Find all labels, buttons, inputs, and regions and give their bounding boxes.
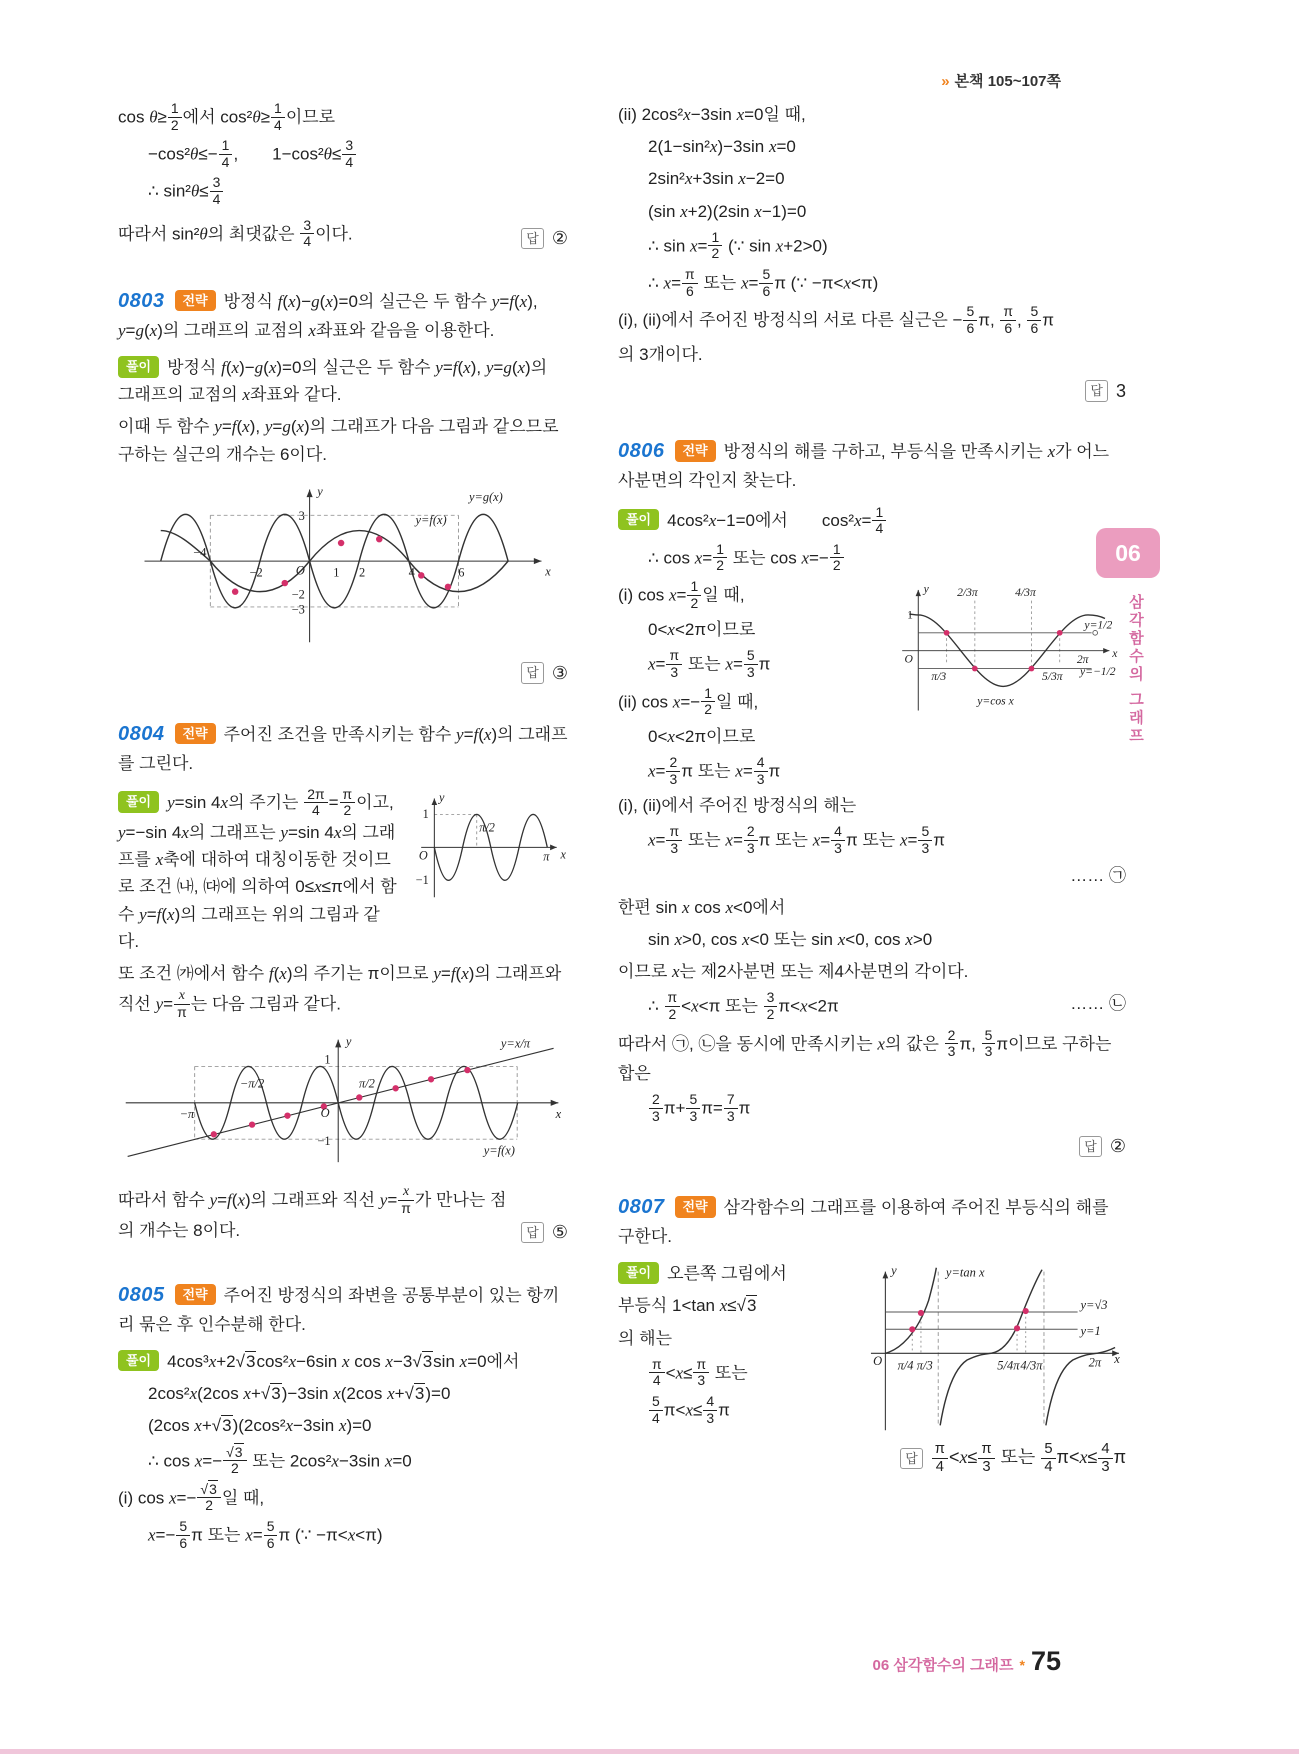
- math-line: (i) cos x= $\frac{1}{2}$ 일 때,: [618, 578, 745, 611]
- origin-label: O: [873, 1354, 883, 1369]
- curve-label: y=f(x): [415, 512, 447, 527]
- answer-label: 답: [1085, 380, 1108, 402]
- answer-value: ⑤: [551, 1221, 568, 1242]
- conclusion-row: [118, 1178, 568, 1248]
- tick-label: −3: [291, 602, 305, 617]
- problem-0806: [618, 435, 1126, 1161]
- line-label: y=√3: [1080, 1298, 1108, 1313]
- strategy-text: 주어진 방정식의 좌변을 공통부분이 있는 항끼리 묶은 후 인수분해 한다.: [118, 1285, 560, 1334]
- math-line: ∴ $\frac{\pi}{2}$ <x<π 또는 $\frac{3}{2}$ π<x<2π …… ㉡: [648, 989, 1126, 1023]
- solution: [118, 787, 568, 1249]
- math-line: 2cos²x(2cos x+√3)−3sin x(2cos x+√3)=0: [148, 1384, 451, 1404]
- math-line: sin x>0, cos x<0 또는 sin x<0, cos x>0: [648, 930, 933, 950]
- math-line: (ii) 2cos²x−3sin x=0일 때,: [618, 105, 806, 124]
- solution-text: 방정식 f(x)−g(x)=0의 실근은 두 함수 y=f(x), y=g(x)의 그래프의 교점의 x좌표와 같다.: [118, 358, 548, 405]
- solution-intro: [118, 1348, 568, 1375]
- tick-label: π/3: [931, 670, 947, 684]
- math-line: 의 해는: [618, 1328, 672, 1348]
- solution-badge: 풀이: [118, 791, 159, 813]
- math-line: (i), (ii)에서 주어진 방정식의 해는: [618, 796, 857, 816]
- answer-label: 답: [521, 662, 544, 684]
- left-column: [118, 96, 568, 1556]
- math-line: 또 조건 ㈎에서 함수 f(x)의 주기는 π이므로 y=f(x)의 그래프와 직선 y= $\frac{x}{\pi}$ 는 다음 그림과 같다.: [118, 963, 562, 1020]
- graph-0806: [891, 581, 1126, 715]
- problem-header: [118, 285, 568, 344]
- solution-lines: [118, 1380, 568, 1551]
- curve-label: y=1/2: [1084, 618, 1113, 632]
- answer: [521, 224, 568, 253]
- figure-0804: [118, 1032, 568, 1166]
- answer-value: 3: [1115, 380, 1126, 401]
- y-axis-arrow: [335, 1040, 341, 1048]
- chapter-tab-label: 삼각함수의 그래프: [1127, 594, 1144, 746]
- answer: [618, 377, 1126, 406]
- tick-label: 2π: [1088, 1356, 1102, 1371]
- tick-label: 1: [422, 807, 429, 822]
- curve-label: y=−1/2: [1079, 664, 1116, 678]
- axis-label: x: [555, 1107, 562, 1122]
- tick-label: π/3: [916, 1358, 933, 1373]
- guide-lines: [912, 1312, 1025, 1353]
- guide-lines: [947, 601, 1060, 669]
- tick-label: 4: [408, 565, 415, 580]
- tick-label: 1: [907, 608, 913, 622]
- math-line: x= $\frac{\pi}{3}$ 또는 x= $\frac{2}{3}$ π 또는 x= $\frac{4}{3}$ π 또는 x= $\frac{5}{3}$ π: [648, 823, 945, 857]
- y-axis-arrow: [916, 590, 921, 596]
- x-axis-arrow: [534, 558, 542, 564]
- math-line: 따라서 sin²θ의 최댓값은 $\frac{3}{4}$ 이다.: [118, 216, 353, 250]
- math-line: 2(1−sin²x)−3sin x=0: [648, 137, 796, 157]
- tick-label: 1: [333, 565, 340, 580]
- problem-0807: [618, 1191, 1126, 1475]
- axis-label: y: [891, 1263, 897, 1278]
- tick-label: 6: [458, 565, 465, 580]
- problem-number: 0807: [618, 1196, 665, 1219]
- problem-number: 0805: [118, 1283, 165, 1306]
- y-axis-arrow: [307, 489, 313, 497]
- axis-label: x: [560, 847, 566, 862]
- curve-label: y=tan x: [945, 1265, 985, 1280]
- ref-text: 본책 105~107쪽: [954, 73, 1061, 90]
- problem-number: 0804: [118, 722, 165, 745]
- answer: [618, 1441, 1126, 1475]
- solution-lines: [118, 101, 568, 208]
- page-footer: [873, 1646, 1061, 1677]
- math-line: 2sin²x+3sin x−2=0: [648, 169, 785, 189]
- problem-number: 0803: [118, 289, 165, 312]
- math-line: $\frac{2}{3}$ π+ $\frac{5}{3}$ π= $\frac{7}{3}$ π: [648, 1092, 1126, 1124]
- tick-label: 2: [358, 565, 366, 580]
- math-line: (i) cos x=− $\frac{√3}{2}$ 일 때,: [118, 1480, 265, 1514]
- strategy-badge: 전략: [175, 290, 216, 312]
- tick-label: π: [543, 849, 550, 864]
- solution: [118, 354, 568, 688]
- math-line: (ii) cos x=− $\frac{1}{2}$ 일 때,: [618, 684, 759, 718]
- math-line: 따라서 함수 y=f(x)의 그래프와 직선 y= $\frac{x}{\pi}$ 가 만나는 점의 개수는 8이다.: [118, 1184, 507, 1240]
- math-line: ∴ sin x= $\frac{1}{2}$ (∵ sin x+2>0): [648, 228, 828, 262]
- tick-label: π/2: [358, 1076, 375, 1091]
- answer: [618, 1132, 1126, 1161]
- math-line: ∴ x= $\frac{\pi}{6}$ 또는 x= $\frac{5}{6}$ π (∵ −π<x<π): [648, 265, 879, 299]
- math-line: $\frac{5}{4}$ π<x≤ $\frac{4}{3}$ π: [648, 1394, 1126, 1426]
- problem-0805-continued: [618, 101, 1126, 405]
- axis-label: x: [545, 564, 551, 579]
- math-line: x= $\frac{\pi}{3}$ 또는 x= $\frac{5}{3}$ π: [648, 647, 771, 681]
- graph-0807: [861, 1262, 1126, 1435]
- strategy-badge: 전략: [175, 1284, 216, 1306]
- tick-label: 2π: [1076, 653, 1089, 667]
- tick-label: 5/3π: [1041, 670, 1063, 684]
- strategy-text: 삼각함수의 그래프를 이용하여 주어진 부등식의 해를 구한다.: [618, 1198, 1109, 1247]
- answer-value: ②: [551, 228, 568, 249]
- tick-label: −π/2: [239, 1076, 265, 1091]
- math-line: ∴ cos x=− $\frac{√3}{2}$ 또는 2cos²x−3sin x=0: [148, 1443, 412, 1477]
- graph-0804-small: [408, 789, 568, 902]
- math-line: $\frac{\pi}{4}$ <x≤ $\frac{\pi}{3}$ 또는: [648, 1357, 1126, 1389]
- math-line: 한편 sin x cos x<0에서: [618, 897, 786, 917]
- x-axis-arrow: [1103, 648, 1109, 653]
- solution: [618, 505, 1126, 1161]
- tick-label: 5/4π: [997, 1358, 1020, 1373]
- solution-lines: [618, 101, 1126, 369]
- solution: [118, 1348, 568, 1551]
- curve-label: y=x/π: [500, 1036, 531, 1051]
- origin-label: O: [904, 652, 913, 666]
- tick-label: −4: [193, 545, 207, 560]
- chevrons-icon: »: [941, 73, 950, 90]
- math-line: 부등식 1<tan x≤√3: [618, 1296, 757, 1316]
- problem-header: [618, 435, 1126, 494]
- guide-lines: [434, 814, 476, 847]
- math-line: 따라서 ㉠, ㉡을 동시에 만족시키는 x의 값은 $\frac{2}{3}$ π, $\frac{5}{3}$ π이므로 구하는 합은: [618, 1026, 1112, 1083]
- curve-label: y=g(x): [468, 489, 503, 504]
- tick-label: −2: [249, 565, 263, 580]
- curve-label: y=cos x: [977, 694, 1014, 708]
- footer-chapter-title: 06 삼각함수의 그래프: [872, 1657, 1014, 1674]
- problem-header: [618, 1191, 1126, 1250]
- axes: [871, 1272, 1119, 1431]
- tick-label: 1: [324, 1052, 331, 1067]
- figure-0803: [118, 480, 568, 647]
- answer-label: 답: [900, 1448, 923, 1470]
- book-page-ref: [941, 70, 1061, 91]
- math-line: …… ㉠: [1070, 865, 1126, 885]
- axis-label: x: [1112, 646, 1118, 660]
- math-line: 이므로 x는 제2사분면 또는 제4사분면의 각이다.: [618, 962, 969, 982]
- solution-intro: [618, 505, 1126, 537]
- axes: [145, 489, 542, 642]
- conclusion-row: [118, 213, 568, 255]
- answer-label: 답: [1079, 1136, 1102, 1158]
- solution-text: y=sin 4x의 주기는 $\frac{2\pi}{4}$ = $\frac{\pi}{2}$ 이고, y=−sin 4x의 그래프는 y=sin 4x의 그래프를 x축에 대하여 대칭이동한 것이므로 조건 ㈏, ㈐에 의하여 0≤x≤π에서 함수 y=f(x)의 그래프는 위의 그림과 같다.: [118, 785, 397, 951]
- page-number: 75: [1030, 1646, 1061, 1676]
- strategy-badge: 전략: [175, 723, 216, 745]
- answer-label: 답: [521, 1222, 544, 1244]
- x-axis-arrow: [551, 1100, 559, 1106]
- problem-header: [118, 718, 568, 777]
- math-line: 0<x<2π이므로: [648, 620, 756, 640]
- tick-label: −π: [179, 1107, 195, 1122]
- y-axis-arrow: [882, 1272, 888, 1279]
- math-line: ∴ cos x= $\frac{1}{2}$ 또는 cos x=− $\frac{1}{2}$: [648, 542, 1126, 574]
- tick-label: π/4: [897, 1358, 914, 1373]
- graph-0803: [133, 480, 553, 647]
- solution-badge: 풀이: [618, 1262, 659, 1284]
- curve-label: y=f(x): [483, 1143, 515, 1158]
- axis-label: y: [923, 582, 929, 596]
- graph-0804-large: [118, 1032, 568, 1166]
- math-line: x=− $\frac{5}{6}$ π 또는 x= $\frac{5}{6}$ π (∵ −π<x<π): [148, 1517, 383, 1551]
- math-line: (2cos x+√3)(2cos²x−3sin x)=0: [148, 1416, 372, 1436]
- tick-label: −1: [415, 872, 429, 887]
- strategy-badge: 전략: [675, 1196, 716, 1218]
- math-line: 이때 두 함수 y=f(x), y=g(x)의 그래프가 다음 그림과 같으므로 구하는 실근의 개수는 6이다.: [118, 417, 559, 464]
- axis-label: x: [1114, 1352, 1120, 1367]
- math-line: x= $\frac{2}{3}$ π 또는 x= $\frac{4}{3}$ π: [648, 754, 781, 787]
- solution-text: 4cos³x+2√3cos²x−6sin x cos x−3√3sin x=0에서: [167, 1351, 520, 1371]
- problem-number: 0806: [618, 440, 665, 463]
- answer: [118, 659, 568, 688]
- strategy-text: 방정식의 해를 구하고, 부등식을 만족시키는 x가 어느 사분면의 각인지 찾는다.: [618, 442, 1110, 491]
- solution-badge: 풀이: [118, 1350, 159, 1372]
- tick-label: 4/3π: [1020, 1358, 1043, 1373]
- axes: [418, 798, 557, 897]
- solution-badge: 풀이: [618, 509, 659, 531]
- problem-0805: [118, 1279, 568, 1551]
- line-label: y=1: [1080, 1324, 1101, 1339]
- answer-label: 답: [521, 228, 544, 250]
- tick-label: 2/3π: [957, 586, 978, 600]
- math-line: 0<x<2π이므로: [648, 726, 756, 746]
- origin-label: O: [295, 563, 305, 578]
- strategy-badge: 전략: [675, 440, 716, 462]
- chapter-tab-number: 06: [1115, 539, 1141, 566]
- right-column: [618, 96, 1126, 1556]
- tick-label: 3: [298, 508, 305, 523]
- math-line: −cos²θ≤− $\frac{1}{4}$ , 1−cos²θ≤ $\frac{3}{4}$: [148, 138, 568, 170]
- star-icon: *: [1019, 1657, 1025, 1673]
- solution-text: 오른쪽 그림에서: [667, 1264, 787, 1284]
- math-line: (sin x+2)(2sin x−1)=0: [648, 201, 807, 221]
- y-axis-arrow: [432, 798, 438, 805]
- math-line: cos θ≥ $\frac{1}{2}$ 에서 cos²θ≥ $\frac{1}{4}$ 이므로: [118, 100, 336, 133]
- answer: [521, 1218, 568, 1247]
- tick-label: −1: [317, 1134, 331, 1149]
- axes: [902, 590, 1109, 711]
- solution-text: 4cos²x−1=0에서 cos²x= $\frac{1}{4}$: [667, 511, 887, 530]
- solution-lines: [618, 542, 1126, 574]
- x-axis-arrow: [550, 844, 557, 850]
- answer-value: ②: [1109, 1136, 1126, 1157]
- content-columns: [118, 96, 1126, 1556]
- math-line: ∴ sin²θ≤ $\frac{3}{4}$: [148, 175, 568, 207]
- solution-lines: [618, 792, 1126, 1124]
- axis-label: y: [345, 1034, 352, 1049]
- axis-label: y: [439, 790, 445, 805]
- problem-0802-continued: [118, 101, 568, 255]
- axis-label: y: [317, 484, 323, 499]
- chapter-tab[interactable]: [1096, 528, 1160, 578]
- page-bottom-edge: [0, 1749, 1299, 1754]
- origin-label: O: [320, 1106, 330, 1121]
- answer-value: ③: [551, 662, 568, 683]
- asymptotes: [938, 1272, 1044, 1426]
- math-line: 의 3개이다.: [618, 345, 703, 365]
- math-line: (i), (ii)에서 주어진 방정식의 서로 다른 실근은 − $\frac{5}{6}$ π, $\frac{\pi}{6}$ , $\frac{5}{6}$ π: [618, 303, 1054, 336]
- strategy-text: 주어진 조건을 만족시키는 함수 y=f(x)의 그래프를 그린다.: [118, 724, 568, 773]
- problem-header: [118, 1279, 568, 1338]
- tick-label: −2: [291, 587, 305, 602]
- origin-label: O: [418, 848, 428, 863]
- tick-label: π/2: [479, 820, 495, 835]
- problem-0803: [118, 285, 568, 688]
- strategy-text: 방정식 f(x)−g(x)=0의 실근은 두 함수 y=f(x), y=g(x)의 그래프의 교점의 x좌표와 같음을 이용한다.: [118, 291, 538, 340]
- tick-label: 4/3π: [1015, 586, 1036, 600]
- solution: [618, 1260, 1126, 1475]
- answer-value: $\frac{\pi}{4}$ <x≤ $\frac{\pi}{3}$ 또는 $\frac{5}{4}$ π<x≤ $\frac{4}{3}$ π: [931, 1441, 1126, 1475]
- curve-tan: [885, 1265, 1115, 1426]
- solution-intro: [118, 354, 568, 408]
- solution-badge: 풀이: [118, 356, 159, 378]
- problem-0804: [118, 718, 568, 1249]
